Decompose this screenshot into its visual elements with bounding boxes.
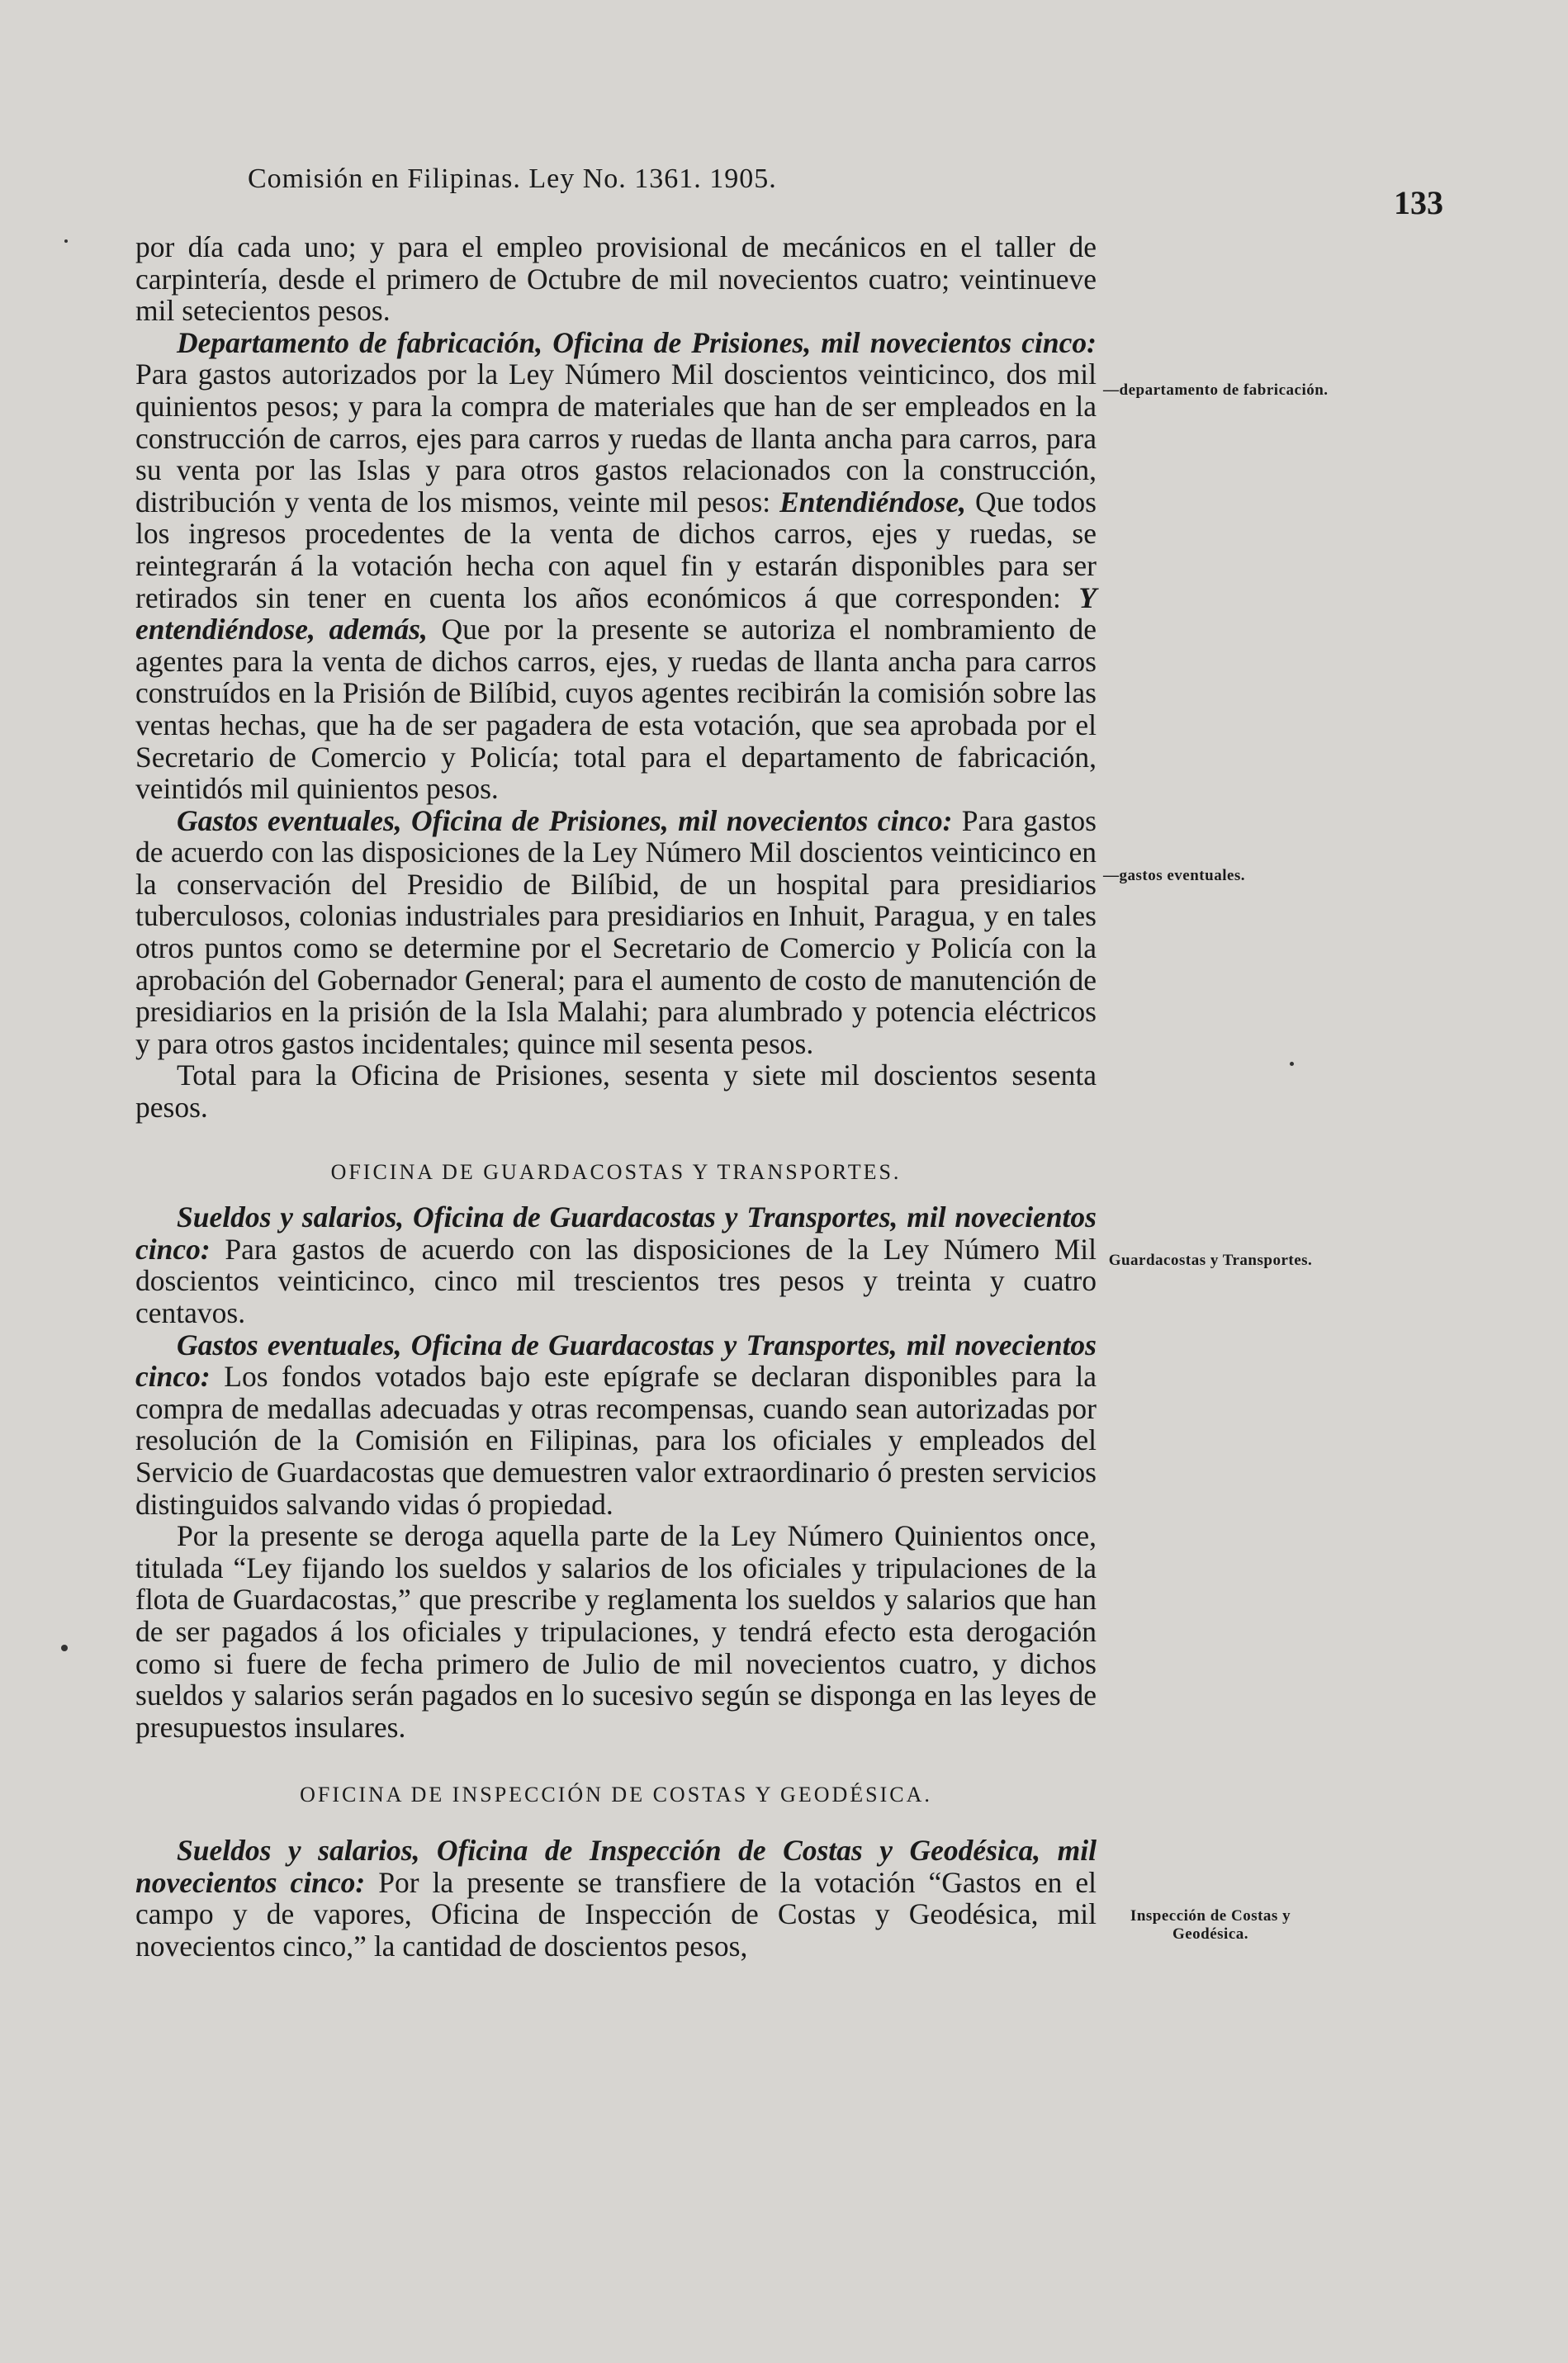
body-text (135, 231, 1097, 1962)
proviso-lead: Entendiéndose, (779, 485, 966, 519)
paragraph-sueldos-inspeccion: Sueldos y salarios, Oficina de Inspección de Costas y Geodésica, mil novecientos cinco: Por la presente se transfiere de la votación “Gastos en el campo y de vapores, Oficina de Inspección de Costas y Geodésica, mil novecientos cinco,” la cantidad de doscientos pesos, (135, 1833, 1097, 1963)
running-header: Comisión en Filipinas. Ley No. 1361. 1905. (248, 163, 777, 194)
paragraph-derogacion: Por la presente se deroga aquella parte de la Ley Número Quinientos once, titulada “Ley fijando los sueldos y salarios de los oficiales y tripulaciones de la flota de Guardacostas,” que prescribe y reglamenta los sueldos y salarios que han de ser pagados á los oficiales y tripulaciones, y tendrá efecto esta derogación como si fuere de fecha primero de Julio de mil novecientos cuatro, y dichos sueldos y salarios serán pagados en lo sucesivo según se disponga en las leyes de presupuestos insulares. (135, 1519, 1097, 1744)
section-lead: Gastos eventuales, Oficina de Prisiones, mil novecientos cinco: (177, 803, 953, 837)
paragraph-sueldos-guardacostas: Sueldos y salarios, Oficina de Guardacostas y Transportes, mil novecientos cinco: Para gastos de acuerdo con las disposiciones de la Ley Número Mil doscientos veinticinco, cinco mil trescientos tres pesos y treinta y cuatro centavos. (135, 1200, 1097, 1329)
print-speck (61, 1645, 68, 1651)
marginal-note-guardacostas: Guardacostas y Transportes. (1108, 1252, 1313, 1269)
paragraph-continuation: por día cada uno; y para el empleo provisional de mecánicos en el taller de carpintería, desde el primero de Octubre de mil novecientos cuatro; veintinueve mil setecientos pesos. (135, 230, 1097, 328)
marginal-note-fabricacion: —departamento de fabricación. (1103, 381, 1329, 399)
section-lead: Gastos eventuales, Oficina de Guardacostas y Transportes, mil novecientos cinco: (135, 1328, 1097, 1394)
paragraph-fabricacion: Departamento de fabricación, Oficina de Prisiones, mil novecientos cinco: Para gastos autorizados por la Ley Número Mil doscientos veinticinco, dos mil quinientos pesos; y para la compra de materiales que han de ser empleados en la construcción de carros, ejes para carros y ruedas de llanta ancha para carros, para su venta por las Islas y para otros gastos relacionados con la construcción, distribución y venta de los mismos, veinte mil pesos: Entendiéndose, Que todos los ingresos procedentes de la venta de dichos carros, ejes y ruedas, se reintegrarán á la votación hecha con aquel fin y estarán disponibles para ser retirados sin tener en cuenta los años económicos á que corresponden: Y entendiéndose, además, Que por la presente se autoriza el nombramiento de agentes para la venta de dichos carros, ejes, y ruedas de llanta ancha para carros construídos en la Prisión de Bilíbid, cuyos agentes recibirán la comisión sobre las ventas hechas, que ha de ser pagadera de esta votación, que sea aprobada por el Secretario de Comercio y Policía; total para el departamento de fabricación, veintidós mil quinientos pesos. (135, 325, 1097, 806)
marginal-note-inspeccion-costas: Inspección de Costas y Geodésica. (1130, 1907, 1291, 1943)
paragraph-gastos-guardacostas: Gastos eventuales, Oficina de Guardacostas y Transportes, mil novecientos cinco: Los fondos votados bajo este epígrafe se declaran disponibles para la compra de medallas adecuadas y otras recompensas, cuando sean autorizadas por resolución de la Comisión en Filipinas, para los oficiales y empleados del Servicio de Guardacostas que demuestren valor extraordinario ó presten servicios distinguidos salvando vidas ó propiedad. (135, 1328, 1097, 1521)
page-number: 133 (1394, 184, 1443, 221)
print-speck (64, 239, 68, 243)
section-lead: Departamento de fabricación, Oficina de Prisiones, mil novecientos cinco: (177, 325, 1097, 359)
section-heading-guardacostas: OFICINA DE GUARDACOSTAS Y TRANSPORTES. (330, 1159, 902, 1184)
section-lead: Sueldos y salarios, Oficina de Guardacostas y Transportes, mil novecientos cinco: (135, 1200, 1097, 1266)
proviso-lead: Y entendiéndose, además, (135, 580, 1097, 646)
paragraph-gastos-eventuales: Gastos eventuales, Oficina de Prisiones, mil novecientos cinco: Para gastos de acuerdo con las disposiciones de la Ley Número Mil doscientos veinticinco en la conservación del Presidio de Bilíbid, de un hospital para presidiarios tuberculosos, colonias industriales para presidiarios en Inhuit, Paragua, y en tales otros puntos como se determine por el Secretario de Comercio y Policía con la aprobación del Gobernador General; para el aumento de costo de manutención de presidiarios en la prisión de la Isla Malahi; para alumbrado y potencia eléctricos y para otros gastos incidentales; quince mil sesenta pesos. (135, 803, 1097, 1060)
section-lead: Sueldos y salarios, Oficina de Inspección de Costas y Geodésica, mil novecientos cinco: (135, 1833, 1097, 1899)
section-heading-inspeccion: OFICINA DE INSPECCIÓN DE COSTAS Y GEODÉSICA. (300, 1783, 932, 1807)
marginal-note-gastos-eventuales: —gastos eventuales. (1103, 867, 1246, 884)
paragraph-total-prisiones: Total para la Oficina de Prisiones, sesenta y siete mil doscientos sesenta pesos. (135, 1058, 1097, 1125)
print-speck (1290, 1062, 1294, 1066)
